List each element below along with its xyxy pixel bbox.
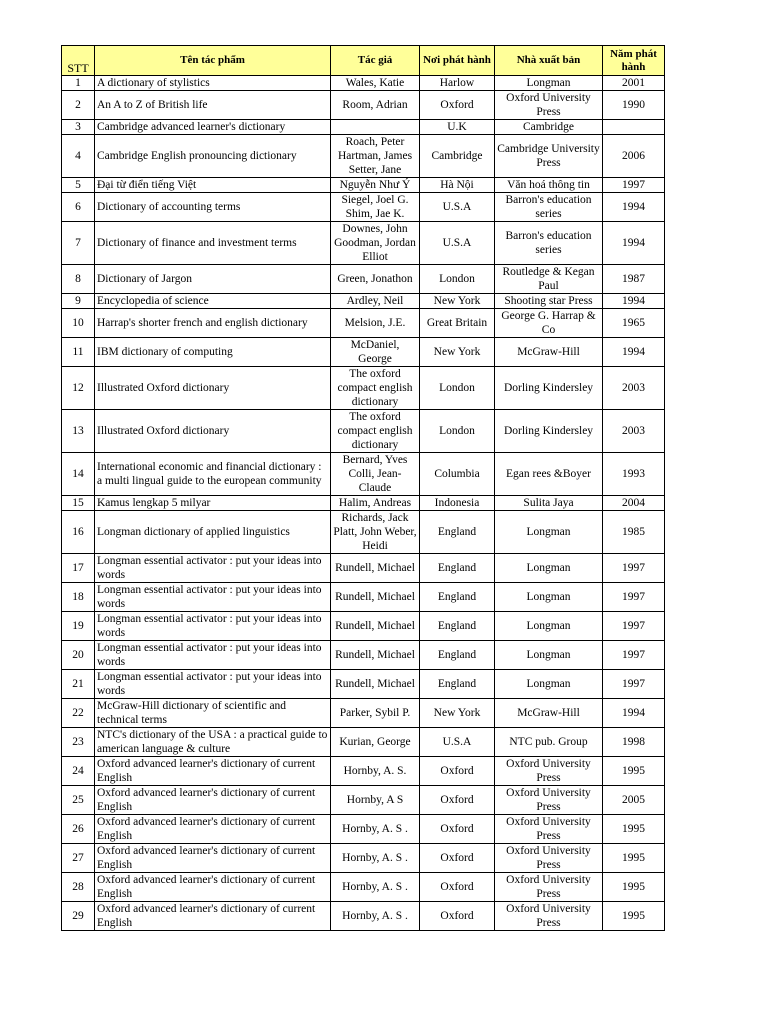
cell-place: England	[420, 511, 495, 554]
cell-author: The oxford compact english dictionary	[331, 367, 420, 410]
cell-year: 1997	[603, 612, 665, 641]
cell-author: Nguyễn Như Ý	[331, 178, 420, 193]
cell-publisher: Longman	[495, 641, 603, 670]
cell-year: 2003	[603, 367, 665, 410]
cell-stt: 10	[62, 309, 95, 338]
cell-stt: 1	[62, 76, 95, 91]
cell-stt: 6	[62, 193, 95, 222]
cell-title: McGraw-Hill dictionary of scientific and technical terms	[95, 699, 331, 728]
cell-year: 1994	[603, 294, 665, 309]
book-list-table	[61, 45, 665, 931]
header-row	[62, 46, 665, 76]
cell-author: Halim, Andreas	[331, 496, 420, 511]
cell-place: Oxford	[420, 757, 495, 786]
cell-stt: 22	[62, 699, 95, 728]
cell-title: Harrap's shorter french and english dictionary	[95, 309, 331, 338]
cell-stt: 26	[62, 815, 95, 844]
cell-publisher: Routledge & Kegan Paul	[495, 265, 603, 294]
cell-place: London	[420, 367, 495, 410]
cell-publisher: Oxford University Press	[495, 786, 603, 815]
cell-stt: 2	[62, 91, 95, 120]
cell-place: New York	[420, 338, 495, 367]
table-row	[62, 728, 665, 757]
cell-stt: 14	[62, 453, 95, 496]
cell-year: 1997	[603, 641, 665, 670]
cell-place: Oxford	[420, 815, 495, 844]
header-place: Nơi phát hành	[420, 46, 495, 76]
cell-author: Siegel, Joel G. Shim, Jae K.	[331, 193, 420, 222]
cell-place: London	[420, 410, 495, 453]
cell-publisher: Oxford University Press	[495, 757, 603, 786]
table-row	[62, 453, 665, 496]
cell-stt: 4	[62, 135, 95, 178]
table-row	[62, 265, 665, 294]
cell-place: England	[420, 554, 495, 583]
cell-year: 1965	[603, 309, 665, 338]
cell-place: New York	[420, 699, 495, 728]
cell-stt: 27	[62, 844, 95, 873]
table-row	[62, 338, 665, 367]
header-title: Tên tác phẩm	[95, 46, 331, 76]
cell-place: Oxford	[420, 902, 495, 931]
cell-stt: 12	[62, 367, 95, 410]
cell-publisher: McGraw-Hill	[495, 338, 603, 367]
cell-place: U.S.A	[420, 728, 495, 757]
table-row	[62, 496, 665, 511]
cell-publisher: Longman	[495, 554, 603, 583]
cell-year: 1995	[603, 757, 665, 786]
cell-stt: 24	[62, 757, 95, 786]
cell-title: An A to Z of British life	[95, 91, 331, 120]
cell-author: Wales, Katie	[331, 76, 420, 91]
cell-publisher: Shooting star Press	[495, 294, 603, 309]
cell-year: 1987	[603, 265, 665, 294]
table-row	[62, 76, 665, 91]
table-row	[62, 583, 665, 612]
cell-publisher: Oxford University Press	[495, 873, 603, 902]
cell-place: U.S.A	[420, 222, 495, 265]
cell-title: Kamus lengkap 5 milyar	[95, 496, 331, 511]
cell-place: New York	[420, 294, 495, 309]
cell-title: Cambridge advanced learner's dictionary	[95, 120, 331, 135]
cell-author	[331, 120, 420, 135]
cell-author: Rundell, Michael	[331, 612, 420, 641]
cell-author: Melsion, J.E.	[331, 309, 420, 338]
table-row	[62, 135, 665, 178]
cell-publisher: Longman	[495, 670, 603, 699]
table-row	[62, 91, 665, 120]
cell-place: Cambridge	[420, 135, 495, 178]
cell-year	[603, 120, 665, 135]
cell-author: The oxford compact english dictionary	[331, 410, 420, 453]
cell-author: Roach, Peter Hartman, James Setter, Jane	[331, 135, 420, 178]
cell-publisher: Oxford University Press	[495, 902, 603, 931]
cell-author: Downes, John Goodman, Jordan Elliot	[331, 222, 420, 265]
cell-stt: 17	[62, 554, 95, 583]
header-year: Năm phát hành	[603, 46, 665, 76]
cell-stt: 5	[62, 178, 95, 193]
cell-publisher: Longman	[495, 583, 603, 612]
cell-place: England	[420, 583, 495, 612]
header-author: Tác giả	[331, 46, 420, 76]
cell-title: Oxford advanced learner's dictionary of current English	[95, 902, 331, 931]
cell-stt: 19	[62, 612, 95, 641]
cell-stt: 3	[62, 120, 95, 135]
cell-author: Bernard, Yves Colli, Jean-Claude	[331, 453, 420, 496]
cell-year: 1995	[603, 873, 665, 902]
cell-year: 2004	[603, 496, 665, 511]
cell-year: 1995	[603, 902, 665, 931]
cell-author: Hornby, A S	[331, 786, 420, 815]
cell-author: Hornby, A. S .	[331, 815, 420, 844]
cell-publisher: Dorling Kindersley	[495, 410, 603, 453]
cell-place: London	[420, 265, 495, 294]
cell-publisher: NTC pub. Group	[495, 728, 603, 757]
cell-place: Indonesia	[420, 496, 495, 511]
cell-year: 2003	[603, 410, 665, 453]
cell-place: England	[420, 612, 495, 641]
cell-publisher: Văn hoá thông tin	[495, 178, 603, 193]
cell-publisher: Dorling Kindersley	[495, 367, 603, 410]
cell-author: Green, Jonathon	[331, 265, 420, 294]
cell-title: Longman essential activator : put your ideas into words	[95, 670, 331, 699]
table-row	[62, 815, 665, 844]
cell-title: Longman essential activator : put your ideas into words	[95, 583, 331, 612]
cell-publisher: Longman	[495, 511, 603, 554]
cell-title: IBM dictionary of computing	[95, 338, 331, 367]
cell-place: Oxford	[420, 844, 495, 873]
cell-stt: 9	[62, 294, 95, 309]
cell-stt: 8	[62, 265, 95, 294]
cell-title: Oxford advanced learner's dictionary of current English	[95, 757, 331, 786]
cell-year: 2001	[603, 76, 665, 91]
cell-year: 1997	[603, 178, 665, 193]
cell-publisher: Barron's education series	[495, 222, 603, 265]
cell-publisher: Longman	[495, 76, 603, 91]
cell-author: Rundell, Michael	[331, 670, 420, 699]
table-row	[62, 193, 665, 222]
cell-author: Hornby, A. S .	[331, 873, 420, 902]
cell-year: 1985	[603, 511, 665, 554]
table-row	[62, 641, 665, 670]
cell-year: 1998	[603, 728, 665, 757]
cell-title: Longman essential activator : put your ideas into words	[95, 554, 331, 583]
cell-year: 2006	[603, 135, 665, 178]
cell-stt: 7	[62, 222, 95, 265]
cell-stt: 25	[62, 786, 95, 815]
cell-year: 1994	[603, 193, 665, 222]
cell-author: Rundell, Michael	[331, 583, 420, 612]
cell-place: England	[420, 641, 495, 670]
cell-title: Illustrated Oxford dictionary	[95, 410, 331, 453]
cell-year: 1994	[603, 699, 665, 728]
cell-year: 1994	[603, 338, 665, 367]
cell-place: Great Britain	[420, 309, 495, 338]
table-row	[62, 873, 665, 902]
cell-stt: 28	[62, 873, 95, 902]
cell-author: Rundell, Michael	[331, 554, 420, 583]
cell-year: 1994	[603, 222, 665, 265]
cell-year: 1995	[603, 844, 665, 873]
table-row	[62, 786, 665, 815]
cell-title: Cambridge English pronouncing dictionary	[95, 135, 331, 178]
table-row	[62, 367, 665, 410]
cell-stt: 18	[62, 583, 95, 612]
cell-place: U.S.A	[420, 193, 495, 222]
cell-publisher: Cambridge University Press	[495, 135, 603, 178]
cell-year: 1997	[603, 554, 665, 583]
cell-publisher: McGraw-Hill	[495, 699, 603, 728]
cell-title: Oxford advanced learner's dictionary of current English	[95, 844, 331, 873]
cell-place: Hà Nội	[420, 178, 495, 193]
table-row	[62, 410, 665, 453]
cell-year: 1995	[603, 815, 665, 844]
cell-year: 1990	[603, 91, 665, 120]
cell-title: Oxford advanced learner's dictionary of current English	[95, 786, 331, 815]
cell-title: Đại từ điển tiếng Việt	[95, 178, 331, 193]
cell-publisher: Egan rees &Boyer	[495, 453, 603, 496]
cell-author: Ardley, Neil	[331, 294, 420, 309]
cell-title: Dictionary of accounting terms	[95, 193, 331, 222]
table-row	[62, 511, 665, 554]
cell-publisher: Sulita Jaya	[495, 496, 603, 511]
cell-publisher: Longman	[495, 612, 603, 641]
cell-publisher: Cambridge	[495, 120, 603, 135]
cell-title: Illustrated Oxford dictionary	[95, 367, 331, 410]
cell-title: Longman dictionary of applied linguistics	[95, 511, 331, 554]
cell-stt: 11	[62, 338, 95, 367]
cell-publisher: Oxford University Press	[495, 844, 603, 873]
cell-place: Oxford	[420, 873, 495, 902]
table-row	[62, 612, 665, 641]
table-row	[62, 670, 665, 699]
cell-stt: 13	[62, 410, 95, 453]
cell-author: Parker, Sybil P.	[331, 699, 420, 728]
cell-author: McDaniel, George	[331, 338, 420, 367]
cell-title: Longman essential activator : put your ideas into words	[95, 612, 331, 641]
cell-stt: 29	[62, 902, 95, 931]
cell-stt: 20	[62, 641, 95, 670]
cell-year: 1993	[603, 453, 665, 496]
cell-title: NTC's dictionary of the USA : a practical guide to american language & culture	[95, 728, 331, 757]
cell-author: Rundell, Michael	[331, 641, 420, 670]
cell-title: Dictionary of finance and investment terms	[95, 222, 331, 265]
cell-place: England	[420, 670, 495, 699]
cell-publisher: Oxford University Press	[495, 815, 603, 844]
cell-publisher: George G. Harrap & Co	[495, 309, 603, 338]
header-publisher: Nhà xuất bản	[495, 46, 603, 76]
table-row	[62, 699, 665, 728]
table-row	[62, 294, 665, 309]
cell-title: Dictionary of Jargon	[95, 265, 331, 294]
header-stt: STT	[62, 46, 95, 76]
cell-year: 2005	[603, 786, 665, 815]
cell-place: U.K	[420, 120, 495, 135]
cell-author: Room, Adrian	[331, 91, 420, 120]
table-row	[62, 554, 665, 583]
cell-title: Oxford advanced learner's dictionary of current English	[95, 873, 331, 902]
table-row	[62, 902, 665, 931]
cell-author: Hornby, A. S .	[331, 902, 420, 931]
cell-stt: 16	[62, 511, 95, 554]
cell-title: Oxford advanced learner's dictionary of current English	[95, 815, 331, 844]
cell-place: Oxford	[420, 91, 495, 120]
cell-stt: 15	[62, 496, 95, 511]
cell-place: Oxford	[420, 786, 495, 815]
table-row	[62, 844, 665, 873]
cell-author: Kurian, George	[331, 728, 420, 757]
cell-title: International economic and financial dictionary : a multi lingual guide to the european community	[95, 453, 331, 496]
cell-place: Columbia	[420, 453, 495, 496]
table-row	[62, 222, 665, 265]
cell-place: Harlow	[420, 76, 495, 91]
cell-publisher: Barron's education series	[495, 193, 603, 222]
table-row	[62, 178, 665, 193]
cell-title: Encyclopedia of science	[95, 294, 331, 309]
cell-year: 1997	[603, 670, 665, 699]
cell-stt: 23	[62, 728, 95, 757]
cell-author: Hornby, A. S .	[331, 844, 420, 873]
cell-publisher: Oxford University Press	[495, 91, 603, 120]
table-row	[62, 309, 665, 338]
table-row	[62, 757, 665, 786]
cell-author: Richards, Jack Platt, John Weber, Heidi	[331, 511, 420, 554]
table-row	[62, 120, 665, 135]
cell-author: Hornby, A. S.	[331, 757, 420, 786]
cell-stt: 21	[62, 670, 95, 699]
cell-title: A dictionary of stylistics	[95, 76, 331, 91]
cell-year: 1997	[603, 583, 665, 612]
cell-title: Longman essential activator : put your ideas into words	[95, 641, 331, 670]
